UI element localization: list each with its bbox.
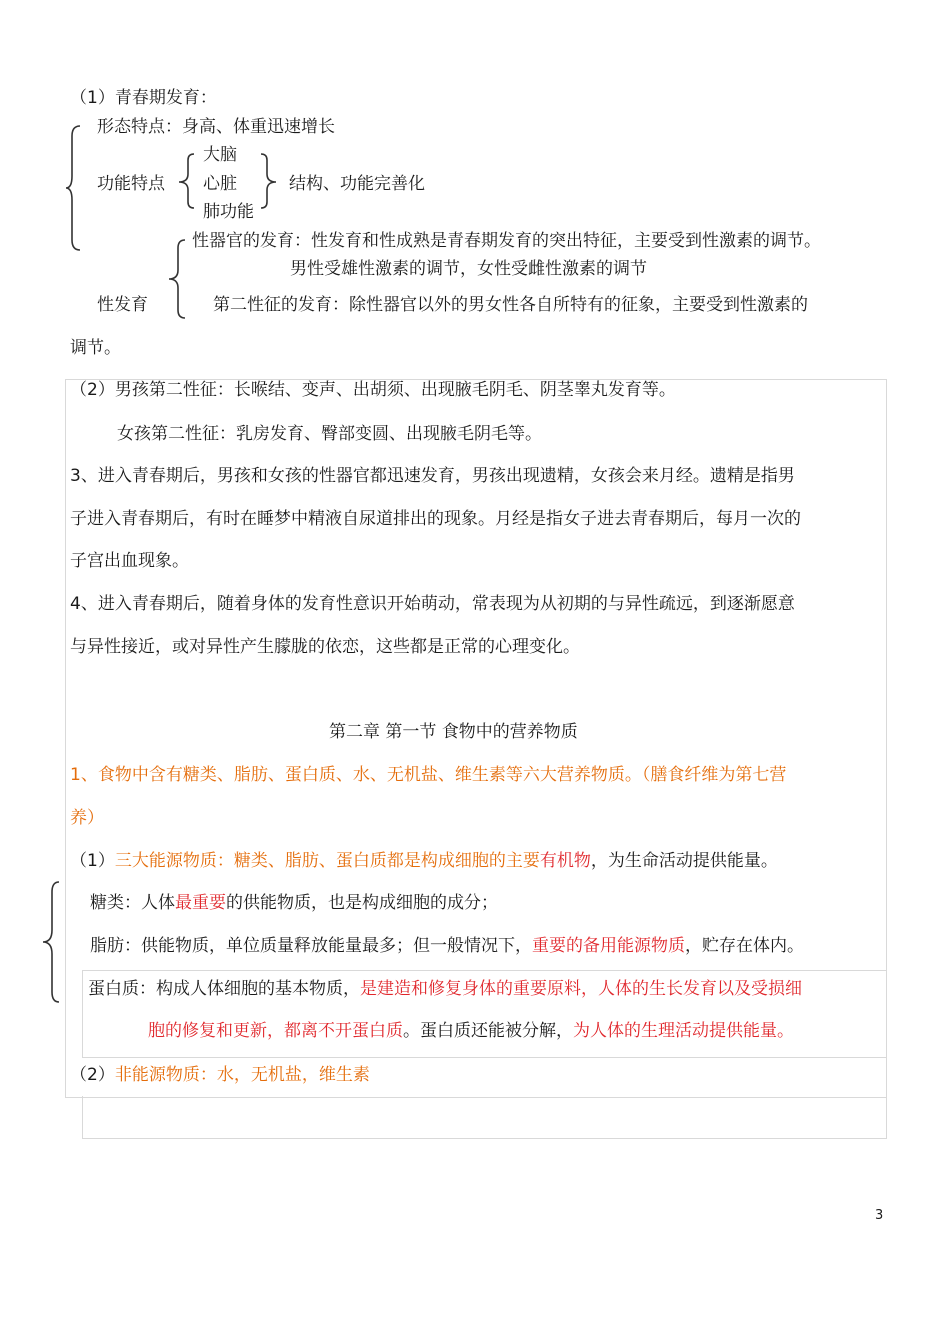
girls-secondary-traits: 女孩第二性征：乳房发育、臀部变圆、出现腋毛阴毛等。 (117, 424, 542, 444)
function-result: 结构、功能完善化 (289, 174, 425, 194)
brace-energy (40, 880, 62, 1004)
hormone-regulation: 男性受雄性激素的调节，女性受雌性激素的调节 (290, 259, 647, 279)
adolescence-heading: （1）青春期发育： (70, 88, 217, 108)
page-number: 3 (875, 1208, 884, 1223)
organ-development: 性器官的发育：性发育和性成熟是青春期发育的突出特征，主要受到性激素的调节。 (192, 231, 821, 251)
function-feature-label: 功能特点 (97, 174, 165, 194)
function-item-heart: 心脏 (203, 174, 237, 194)
brace-function-open (175, 152, 197, 210)
paragraph-3-line-3: 子宫出血现象。 (70, 551, 189, 571)
sex-development-label: 性发育 (97, 295, 148, 315)
nutrients-line-2: 养） (70, 808, 104, 828)
secondary-sex-development-end: 调节。 (70, 338, 121, 358)
paragraph-3-line-1: 3、进入青春期后，男孩和女孩的性器官都迅速发育，男孩出现遗精，女孩会来月经。遗精是指男 (70, 466, 795, 486)
secondary-sex-development: 第二性征的发育：除性器官以外的男女性各自所特有的征象，主要受到性激素的 (213, 295, 808, 315)
nutrients-line-1: 1、食物中含有糖类、脂肪、蛋白质、水、无机盐、维生素等六大营养物质。（膳食纤维为第七营 (70, 765, 787, 785)
brace-adolescence (64, 124, 84, 252)
chapter-title: 第二章 第一节 食物中的营养物质 (329, 722, 578, 742)
boys-secondary-traits: （2）男孩第二性征：长喉结、变声、出胡须、出现腋毛阴毛、阴茎睾丸发育等。 (70, 380, 676, 400)
protein-line-2: 胞的修复和更新，都离不开蛋白质。蛋白质还能被分解，为人体的生理活动提供能量。 (148, 1021, 794, 1041)
function-item-brain: 大脑 (203, 145, 237, 165)
paragraph-3-line-2: 子进入青春期后，有时在睡梦中精液自尿道排出的现象。月经是指女子进去青春期后，每月一次的 (70, 509, 801, 529)
brace-function-close (258, 152, 280, 210)
fat-description: 脂肪：供能物质，单位质量释放能量最多；但一般情况下，重要的备用能源物质，贮存在体内。 (90, 936, 804, 956)
non-energy-substances: （2）非能源物质：水，无机盐，维生素 (70, 1065, 370, 1085)
text-frame-bottom (82, 1096, 887, 1139)
brace-sex-development (166, 238, 188, 320)
function-item-lung: 肺功能 (203, 202, 254, 222)
paragraph-4-line-2: 与异性接近，或对异性产生朦胧的依恋，这些都是正常的心理变化。 (70, 637, 580, 657)
morphology-feature: 形态特点：身高、体重迅速增长 (97, 117, 335, 137)
protein-line-1: 蛋白质：构成人体细胞的基本物质，是建造和修复身体的重要原料，人体的生长发育以及受损细 (88, 979, 802, 999)
energy-substances: （1）三大能源物质：糖类、脂肪、蛋白质都是构成细胞的主要有机物，为生命活动提供能量。 (70, 851, 778, 871)
sugar-description: 糖类：人体最重要的供能物质，也是构成细胞的成分； (90, 893, 498, 913)
paragraph-4-line-1: 4、进入青春期后，随着身体的发育性意识开始萌动，常表现为从初期的与异性疏远，到逐渐愿意 (70, 594, 795, 614)
